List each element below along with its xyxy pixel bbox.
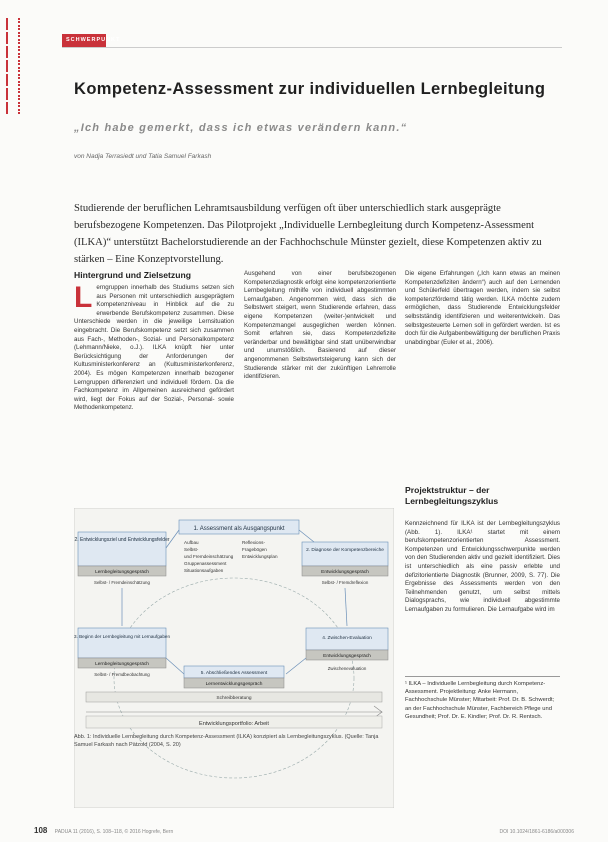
footer-citation: PADUA 11 (2016), S. 108–118, © 2016 Hogrefe, Bern [54, 829, 174, 835]
article-lead: Studierende der beruflichen Lehramtsausbildung verfügen oft über unterschiedlich stark ausgeprägte berufsbezogene Kompetenzen. Das Pilotprojekt „Individuelle Lernbegleitung durch Kompetenz-Assessment (ILKA)“ unterstützt Bachelorstudierende an der Fachhochschule Münster gezielt, diese Kompetenzen aktiv zu stärken – Eine Konzeptvorstellung. [74, 203, 542, 265]
svg-text:Gruppenassessment: Gruppenassessment [184, 561, 227, 566]
body-text-3b: Kennzeichnend für ILKA ist der Lernbegleitungszyklus (Abb. 1). ILKA¹ startet mit einem berufskompetenzorientierten Assessment. Kompetenzen und Entwicklungsschwerpunkte werden von den Studierenden aktiv und gezielt identifiziert. Dies ist unterschiedlich als eine passiv erlebte und defizitorientierte Diagnostik (Brunner, 2009, S. 77). Die Ergebnisse des Assessments werden von den Teilnehmenden genutzt, um selbst mittels Dialogsprachs, wie individuell abgestimmte Lernaufgaben zu formulieren. Die Lernaufgabe wird im [405, 520, 560, 613]
article-authors: von Nadja Terrasiedt und Tatia Samuel Farkash [74, 153, 212, 160]
header-rule [62, 47, 562, 48]
dropcap: L [74, 281, 93, 314]
fig-box3-sub: Selbst- / Fremdreflexion [321, 580, 369, 585]
svg-text:Fragebögen: Fragebögen [242, 547, 267, 552]
section-heading-structure: Projektstruktur – der Lernbegleitungszyklus [405, 485, 499, 506]
svg-text:Aufbau: Aufbau [184, 540, 199, 545]
svg-text:Situationsaufgaben: Situationsaufgaben [184, 568, 224, 573]
svg-text:Entwicklungsplan: Entwicklungsplan [242, 554, 278, 559]
section-heading-background: Hintergrund und Zielsetzung [74, 270, 191, 280]
footer-doi: DOI 10.1024/1861-6186/a000306 [499, 829, 574, 835]
section-kicker: SCHWERPUNKT [62, 34, 106, 47]
fig-portfolio-label: Entwicklungsportfolio: Arbeit [199, 721, 269, 727]
fig-box4-label: 3. Beginn der Lernbegleitung mit Lernaufgaben [74, 634, 171, 639]
article-title: Kompetenz-Assessment zur individuellen Lernbegleitung [74, 80, 546, 98]
body-text-1: erngruppen innerhalb des Studiums setzen sich aus Personen mit unterschiedlich ausgeprägtem Kompetenzniveau in Hinblick auf die zu erwerbende Berufskompetenz zusammen. Diese Unterschiede werden in die jeweilige Lernsituation eingebracht. Die Berufskompetenz setzt sich zusammen aus Fach-, Methoden-, Sozial- und Personalkompetenz (Lehmann/Nieke, o.J.). ILKA knüpft hier unter Berücksichtigung der Anforderungen der Kultusministerkonferenz an (Kultusministerkonferenz, 2004). Es mögen Kompetenzen innerhalb bezogener Lerngruppen differenziert und individuell fördern. Da die Fachkompetenz im Allgemeinen ausreichend gefördert wird, liegt der Fokus auf der Sozial-, Personal- sowie Methodenkompetenz. [74, 284, 234, 412]
fig-box2-strip: Lernbegleitungsgespräch [95, 570, 149, 575]
fig-box5-strip: Entwicklungsgespräch [323, 654, 371, 659]
svg-text:Selbst-: Selbst- [184, 547, 199, 552]
fig-box4-sub: Selbst- / Fremdbeobachtung [94, 672, 150, 677]
cycle-figure [74, 508, 394, 808]
body-column-3 [405, 270, 560, 470]
edge-decoration [6, 18, 24, 116]
page-number: 108 [34, 826, 48, 835]
body-text-2: Ausgehend von einer berufsbezogenen Kompetenzdiagnostik erfolgt eine kompetenzorientierte Lernbegleitung mithilfe von individuell abgestimmten Lernaufgaben. Angenommen wird, dass sich die Selbstwert steigert, wenn Studierende erfahren, dass eigene Kompetenzen (weiter-)entwickelt und Kompetenzmangel ausgeglichen werden können. Somit erfahren sie, dass Kompetenzdefizite veränderbar und bewältigbar sind statt unüberwindbar und unumstößlich. Basierend auf dieser angenommenen Selbstwertsteigerung kann sich der Studierende stärker mit der zukünftigen Lehrerrolle identifizieren. [244, 270, 396, 381]
footnote: ¹ ILKA – Individuelle Lernbegleitung durch Kompetenz-Assessment. Projektleitung: Anke Hermann, Fachhochschule Münster; Mitarbeit: Prof. Dr. B. Schwerdt; an der Fachhochschule Münster, Fachbereich Pflege und Gesundheit; Prof. Dr. E. Kindler; Prof. Dr. R. Rentsch. [405, 676, 560, 721]
fig-box5-sub: Zwischenevaluation [327, 666, 367, 671]
fig-box6-label: 5. Abschließendes Assessment [200, 671, 268, 676]
fig-box5-label: 4. Zwischen-Evaluation [322, 636, 372, 641]
fig-box6-strip: Lernentwicklungsgespräch [205, 682, 263, 687]
fig-box3-strip: Entwicklungsgespräch [321, 570, 369, 575]
svg-text:Reflexions-: Reflexions- [242, 540, 265, 545]
fig-bottom-bar: Schreibberatung [216, 696, 252, 701]
body-column-1 [74, 281, 234, 413]
svg-text:und Fremdeinschätzung: und Fremdeinschätzung [184, 554, 234, 559]
fig-box1-label: 1. Assessment als Ausgangspunkt [193, 526, 285, 532]
body-column-2 [244, 270, 396, 382]
fig-box2-sub: Selbst- / Fremdeinschätzung [94, 580, 150, 585]
page-footer [34, 826, 574, 835]
body-column-3b [405, 520, 560, 670]
fig-box2-label: 2. Entwicklungsziel und Entwicklungsfelder [74, 537, 170, 543]
article-subtitle: „Ich habe gemerkt, dass ich etwas verändern kann.“ [74, 122, 408, 134]
figure-caption: Abb. 1: Individuelle Lernbegleitung durch Kompetenz-Assessment (ILKA) konzipiert als Lernbegleitungszyklus. (Quelle: Tanja Samuel Farkash nach Pätzold (2004, S. 20) [74, 734, 379, 748]
fig-box3-label: 2. Diagnose der Kompetenzbereiche [306, 548, 384, 553]
fig-box4-strip: Lernbegleitungsgespräch [95, 662, 149, 667]
body-text-3: Die eigene Erfahrungen („Ich kann etwas an meinen Kompetenzdefiziten ändern“) auch auf den Lernenden und Schülerfeld übertragen werden, indem sie selbst kompetenzfördernd tätig werden. ILKA möchte zudem ermöglichen, dass Studierende Entwicklungsfelder selbstständig identifizieren und weiterentwickeln. Das selbstgesteuerte Lernen soll in gefördert werden. Ist es doch für die Aufgabenbewältigung der beruflichen Praxis unabdingbar (Euler et al., 2006). [405, 270, 560, 346]
